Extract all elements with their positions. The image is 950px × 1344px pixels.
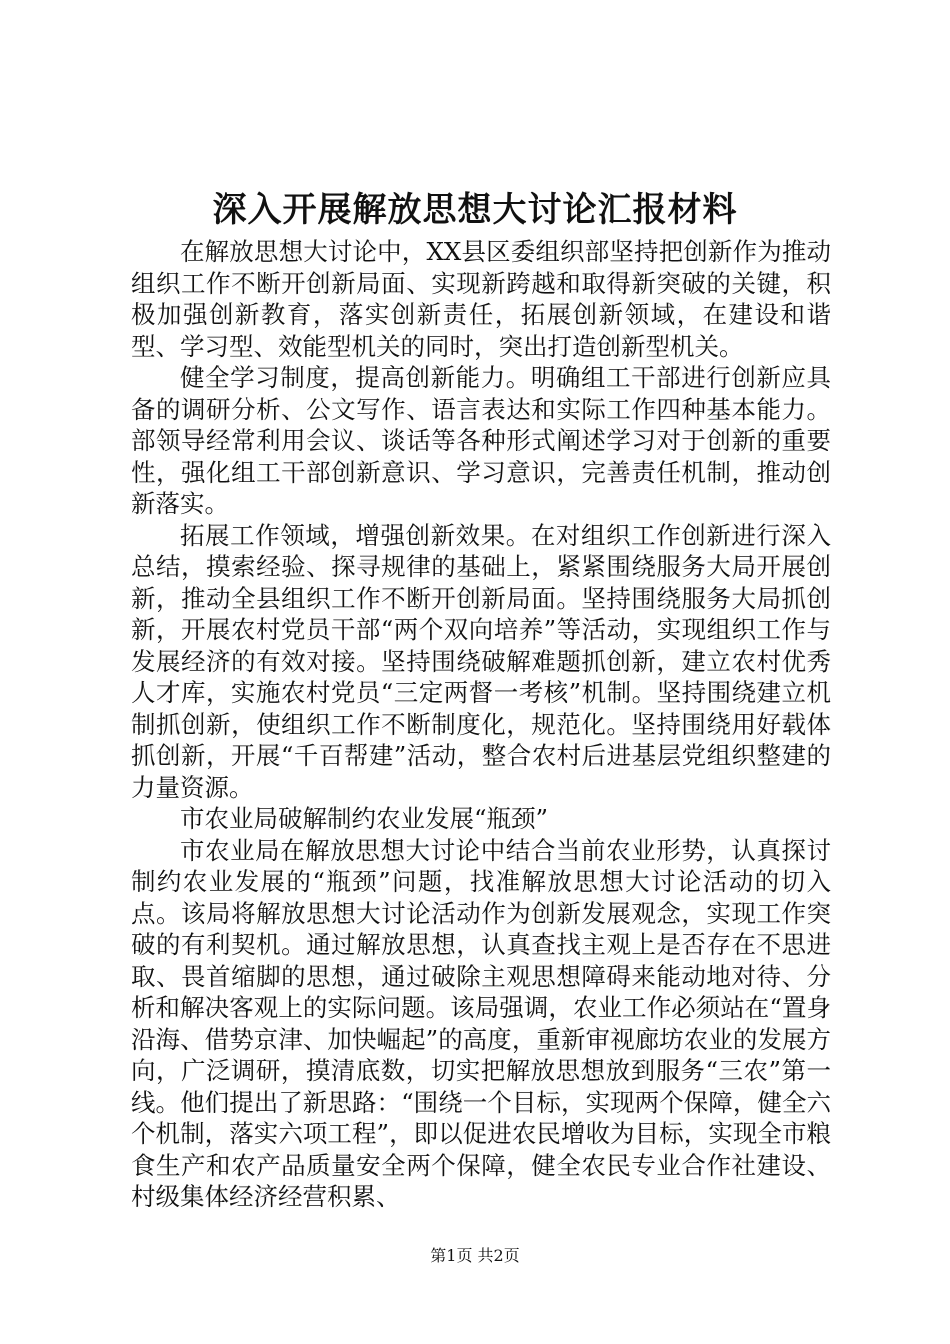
paragraph-study-system: 健全学习制度，提高创新能力。明确组工干部进行创新应具备的调研分析、公文写作、语言表达和实际工作四种基本能力。部领导经常利用会议、谈话等各种形式阐述学习对于创新的重要性，强化组工干部创新意识、学习意识，完善责任机制，推动创新落实。 (131, 363, 831, 518)
page-number-footer: 第1页 共2页 (430, 1246, 520, 1265)
document-title: 深入开展解放思想大讨论汇报材料 (212, 190, 738, 230)
section-heading-agriculture: 市农业局破解制约农业发展“瓶颈” (180, 804, 549, 833)
document-body (131, 236, 831, 1213)
paragraph-work-field: 拓展工作领域，增强创新效果。在对组织工作创新进行深入总结，摸索经验、探寻规律的基础上，紧紧围绕服务大局开展创新，推动全县组织工作不断开创新局面。坚持围绕服务大局抓创新，开展农村党员干部“两个双向培养”等活动，实现组织工作与发展经济的有效对接。坚持围绕破解难题抓创新，建立农村优秀人才库，实施农村党员“三定两督一考核”机制。坚持围绕建立机制抓创新，使组织工作不断制度化，规范化。坚持围绕用好载体抓创新，开展“千百帮建”活动，整合农村后进基层党组织整建的力量资源。 (131, 520, 831, 802)
paragraph-agriculture: 市农业局在解放思想大讨论中结合当前农业形势，认真探讨制约农业发展的“瓶颈”问题，找准解放思想大讨论活动的切入点。该局将解放思想大讨论活动作为创新发展观念，实现工作突破的有利契机。通过解放思想，认真查找主观上是否存在不思进取、畏首缩脚的思想，通过破除主观思想障碍来能动地对待、分析和解决客观上的实际问题。该局强调，农业工作必须站在“置身沿海、借势京津、加快崛起”的高度，重新审视廊坊农业的发展方向，广泛调研，摸清底数，切实把解放思想放到服务“三农”第一线。他们提出了新思路：“围绕一个目标，实现两个保障，健全六个机制，落实六项工程”，即以促进农民增收为目标，实现全市粮食生产和农产品质量安全两个保障，健全农民专业合作社建设、村级集体经济经营积累、 (131, 835, 831, 1211)
paragraph-intro: 在解放思想大讨论中，XX县区委组织部坚持把创新作为推动组织工作不断开创新局面、实现新跨越和取得新突破的关键，积极加强创新教育，落实创新责任，拓展创新领域，在建设和谐型、学习型、效能型机关的同时，突出打造创新型机关。 (131, 237, 831, 361)
